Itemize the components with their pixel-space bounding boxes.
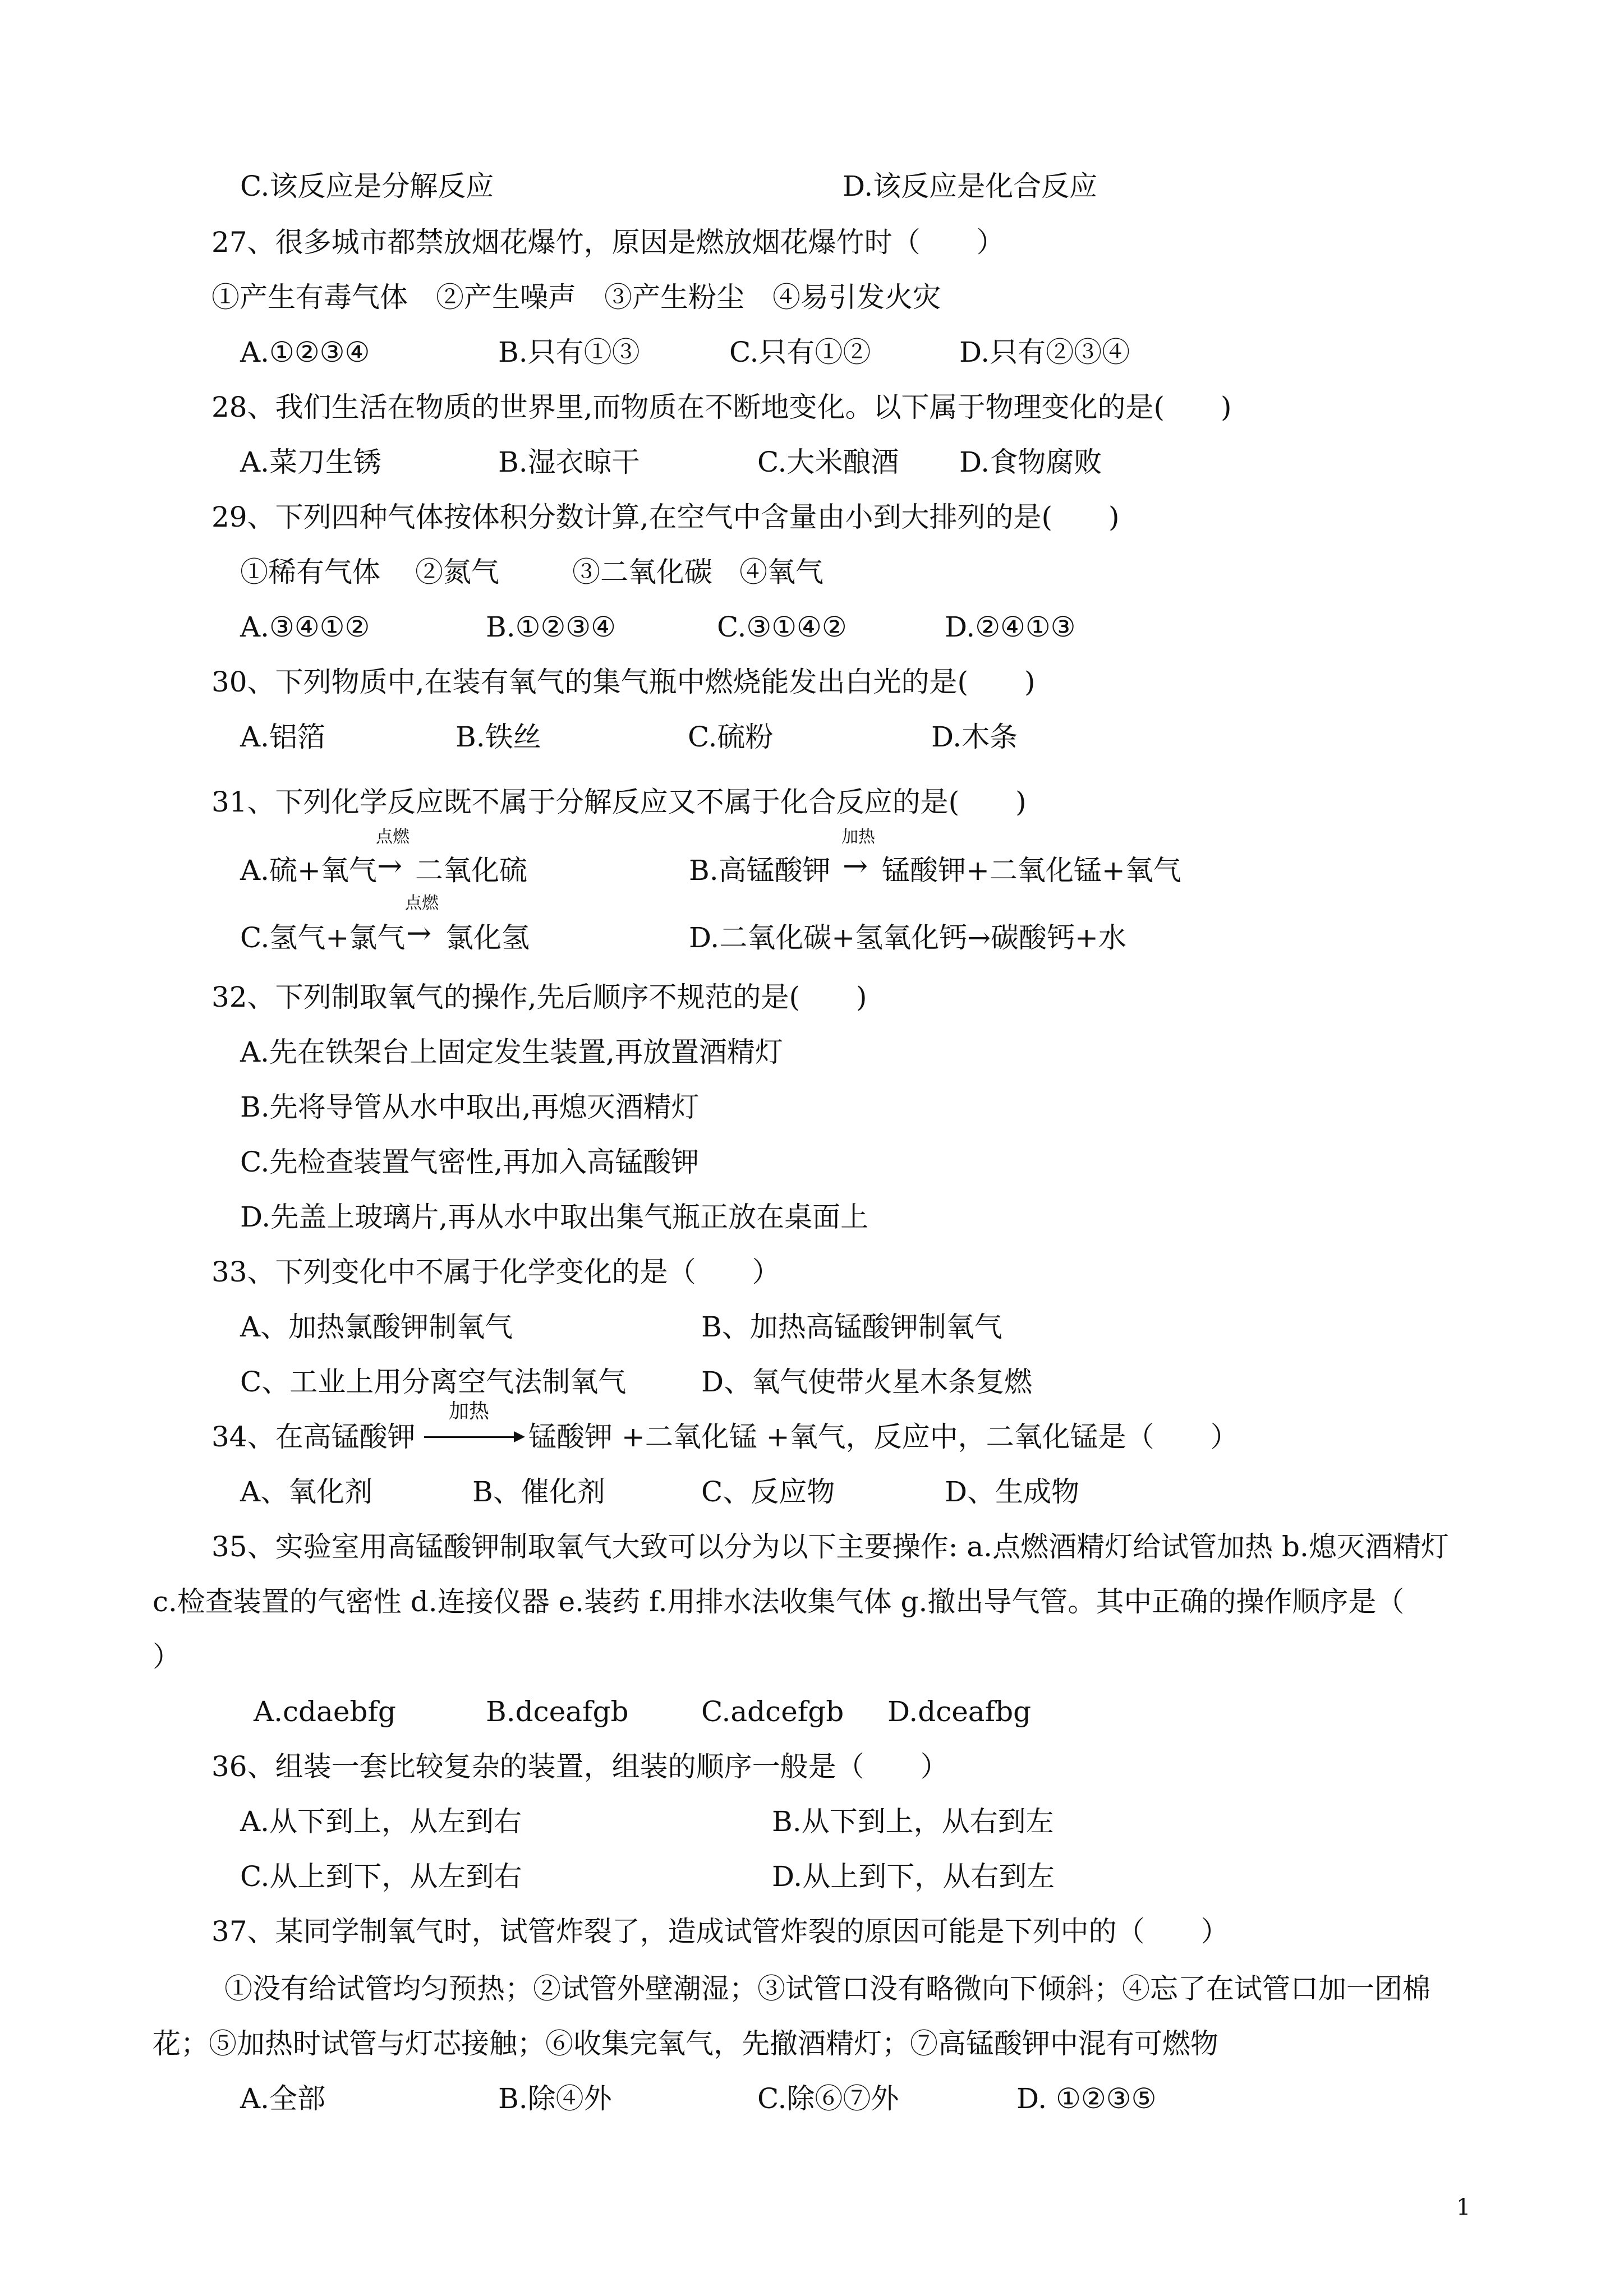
q31-c-reactants: C.氢气+氯气 xyxy=(240,921,406,954)
q34-option-b: B、催化剂 xyxy=(472,1476,605,1508)
q29-item-3: ③二氧化碳 xyxy=(572,556,712,588)
reaction-arrow-icon: → xyxy=(377,848,403,883)
q32-option-a: A.先在铁架台上固定发生装置,再放置酒精灯 xyxy=(240,1036,783,1068)
q33-option-a: A、加热氯酸钾制氧气 xyxy=(240,1311,513,1343)
q35-option-d: D.dceafbg xyxy=(887,1695,1032,1728)
q32-option-c: C.先检查装置气密性,再加入高锰酸钾 xyxy=(240,1146,700,1178)
q26-option-c: C.该反应是分解反应 xyxy=(240,170,494,202)
q37-option-b: B.除④外 xyxy=(498,2082,612,2115)
q36-option-b: B.从下到上，从右到左 xyxy=(772,1805,1054,1838)
q36-option-c: C.从上到下，从左到右 xyxy=(240,1860,522,1893)
q37-items-line-1: ①没有给试管均匀预热；②试管外壁潮湿；③试管口没有略微向下倾斜；④忘了在试管口加一团棉 xyxy=(224,1972,1430,2005)
q29-item-1: ①稀有气体 xyxy=(240,556,380,588)
q31-a-reactants: A.硫+氧气 xyxy=(240,854,377,887)
q29-option-c: C.③①④② xyxy=(717,611,847,643)
q31-stem: 31、下列化学反应既不属于分解反应又不属于化合反应的是( ) xyxy=(211,786,1027,818)
q31-c-condition: 点燃 xyxy=(405,893,439,913)
q35-option-c: C.adcefgb xyxy=(701,1695,844,1728)
q29-option-d: D.②④①③ xyxy=(945,611,1076,643)
reaction-arrow-icon: → xyxy=(406,915,432,951)
q29-option-b: B.①②③④ xyxy=(486,611,616,643)
q26-option-d: D.该反应是化合反应 xyxy=(843,170,1098,202)
q37-option-d: D. ①②③⑤ xyxy=(1016,2082,1157,2115)
q27-option-d: D.只有②③④ xyxy=(959,336,1130,368)
q29-option-a: A.③④①② xyxy=(240,611,370,643)
q35-option-a: A.cdaebfg xyxy=(254,1695,396,1728)
q31-b-reactants: B.高锰酸钾 xyxy=(689,854,831,887)
q33-option-b: B、加热高锰酸钾制氧气 xyxy=(701,1311,1002,1343)
q27-items: ①产生有毒气体 ②产生噪声 ③产生粉尘 ④易引发火灾 xyxy=(211,281,941,313)
q36-option-a: A.从下到上，从左到右 xyxy=(240,1805,522,1838)
q34-option-a: A、氧化剂 xyxy=(240,1476,373,1508)
q30-option-d: D.木条 xyxy=(931,721,1018,753)
q33-option-d: D、氧气使带火星木条复燃 xyxy=(701,1366,1033,1398)
q31-c-products: 氯化氢 xyxy=(445,921,530,954)
reaction-arrow-icon: → xyxy=(843,848,868,883)
q30-option-a: A.铝箔 xyxy=(240,721,326,753)
q30-option-c: C.硫粉 xyxy=(688,721,774,753)
q37-stem: 37、某同学制氧气时，试管炸裂了，造成试管炸裂的原因可能是下列中的（ ） xyxy=(211,1915,1229,1948)
q28-option-b: B.湿衣晾干 xyxy=(498,446,640,478)
q27-stem: 27、很多城市都禁放烟花爆竹，原因是燃放烟花爆竹时（ ） xyxy=(211,226,1005,259)
q36-stem: 36、组装一套比较复杂的装置，组装的顺序一般是（ ） xyxy=(211,1750,949,1783)
q34-stem-left: 34、在高锰酸钾 xyxy=(211,1421,416,1453)
q37-option-c: C.除⑥⑦外 xyxy=(757,2082,899,2115)
q32-option-b: B.先将导管从水中取出,再熄灭酒精灯 xyxy=(240,1091,700,1123)
q31-a-condition: 点燃 xyxy=(376,827,410,847)
reaction-arrow-icon xyxy=(424,1436,523,1438)
q33-stem: 33、下列变化中不属于化学变化的是（ ） xyxy=(211,1256,780,1288)
q27-option-b: B.只有①③ xyxy=(498,336,640,368)
q27-option-c: C.只有①② xyxy=(729,336,871,368)
q37-items-line-2: 花；⑤加热时试管与灯芯接触；⑥收集完氧气，先撤酒精灯；⑦高锰酸钾中混有可燃物 xyxy=(153,2027,1218,2060)
q35-stem-line-3: ） xyxy=(153,1640,181,1673)
q35-stem-line-2: c.检查装置的气密性 d.连接仪器 e.装药 f.用排水法收集气体 g.撤出导气管。其中正确的操作顺序是（ xyxy=(153,1585,1405,1618)
q28-stem: 28、我们生活在物质的世界里,而物质在不断地变化。以下属于物理变化的是( ) xyxy=(211,391,1232,423)
q33-option-c: C、工业上用分离空气法制氧气 xyxy=(240,1366,627,1398)
q34-stem-right: 锰酸钾 +二氧化锰 +氧气，反应中，二氧化锰是（ ） xyxy=(528,1421,1239,1453)
q32-stem: 32、下列制取氧气的操作,先后顺序不规范的是( ) xyxy=(211,981,867,1013)
q27-option-a: A.①②③④ xyxy=(240,336,370,368)
q28-option-d: D.食物腐败 xyxy=(959,446,1102,478)
q35-stem-line-1: 35、实验室用高锰酸钾制取氧气大致可以分为以下主要操作: a.点燃酒精灯给试管加热 b.熄灭酒精灯 xyxy=(211,1530,1449,1563)
q34-condition: 加热 xyxy=(449,1400,490,1423)
q29-item-4: ④氧气 xyxy=(739,556,823,588)
q30-stem: 30、下列物质中,在装有氧气的集气瓶中燃烧能发出白光的是( ) xyxy=(211,666,1036,698)
q30-option-b: B.铁丝 xyxy=(456,721,541,753)
q29-item-2: ②氮气 xyxy=(415,556,499,588)
q31-option-d: D.二氧化碳+氢氧化钙→碳酸钙+水 xyxy=(689,921,1126,954)
q34-option-c: C、反应物 xyxy=(701,1476,835,1508)
q31-b-products: 锰酸钾+二氧化锰+氧气 xyxy=(882,854,1181,887)
q28-option-c: C.大米酿酒 xyxy=(757,446,899,478)
q34-option-d: D、生成物 xyxy=(945,1476,1080,1508)
q31-b-condition: 加热 xyxy=(841,827,875,847)
q35-option-b: B.dceafgb xyxy=(486,1695,629,1728)
q29-stem: 29、下列四种气体按体积分数计算,在空气中含量由小到大排列的是( ) xyxy=(211,501,1120,533)
page-number: 1 xyxy=(1456,2194,1471,2220)
q28-option-a: A.菜刀生锈 xyxy=(240,446,382,478)
q32-option-d: D.先盖上玻璃片,再从水中取出集气瓶正放在桌面上 xyxy=(240,1201,869,1233)
q36-option-d: D.从上到下，从右到左 xyxy=(772,1860,1055,1893)
q31-a-products: 二氧化硫 xyxy=(415,854,527,887)
q37-option-a: A.全部 xyxy=(240,2082,326,2115)
